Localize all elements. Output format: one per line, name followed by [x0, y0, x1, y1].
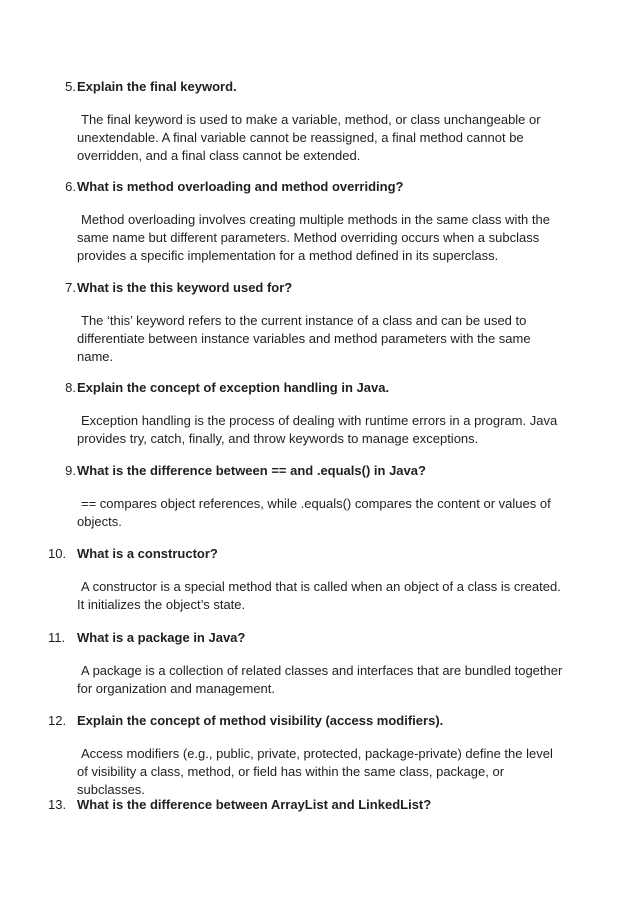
question-row — [0, 711, 638, 731]
answer-text: The final keyword is used to make a variable, method, or class unchangeable or unextendable. A final variable cannot be reassigned, a final method cannot be overridden, and a final class cannot be extended. — [77, 112, 541, 163]
question-number: 7. — [65, 280, 76, 295]
question-text: What is a package in Java? — [77, 630, 246, 645]
question-row — [0, 544, 638, 564]
answer-text: A constructor is a special method that is called when an object of a class is created. It initializes the object’s state. — [77, 579, 561, 612]
answer-text: Exception handling is the process of dealing with runtime errors in a program. Java provides try, catch, finally, and throw keywords to manage exceptions. — [77, 413, 558, 446]
answer-text: Access modifiers (e.g., public, private, protected, package-private) define the level of visibility a class, method, or field has within the same class, package, or subclasses. — [77, 746, 553, 797]
answer-text: A package is a collection of related classes and interfaces that are bundled together for organization and management. — [77, 663, 563, 696]
question-text: What is a constructor? — [77, 546, 218, 561]
question-number: 6. — [65, 179, 76, 194]
question-text: Explain the concept of method visibility (access modifiers). — [77, 713, 444, 728]
question-row — [0, 278, 638, 298]
question-number: 8. — [65, 380, 76, 395]
question-row — [0, 177, 638, 197]
question-row — [0, 378, 638, 398]
question-row — [0, 461, 638, 481]
question-number: 10. — [48, 546, 67, 561]
question-row — [0, 77, 638, 97]
answer-text: The ‘this’ keyword refers to the current instance of a class and can be used to differentiate between instance variables and method parameters with the same name. — [77, 313, 531, 364]
question-text: What is method overloading and method overriding? — [77, 179, 404, 194]
answer-text: == compares object references, while .equals() compares the content or values of objects. — [77, 496, 551, 529]
question-text: What is the this keyword used for? — [77, 280, 293, 295]
question-number: 12. — [48, 713, 67, 728]
question-text: What is the difference between == and .equals() in Java? — [77, 463, 426, 478]
question-number: 11. — [48, 630, 66, 645]
question-text: Explain the concept of exception handling in Java. — [77, 380, 390, 395]
answer-text: Method overloading involves creating multiple methods in the same class with the same name but different parameters. Method overriding occurs when a subclass provides a specific implementation for a method defined in its superclass. — [77, 212, 550, 263]
question-number: 13. — [48, 797, 67, 812]
question-text: What is the difference between ArrayList and LinkedList? — [77, 797, 432, 812]
question-number: 9. — [65, 463, 76, 478]
question-number: 5. — [65, 79, 76, 94]
question-row — [0, 795, 638, 815]
question-row — [0, 628, 638, 648]
question-text: Explain the final keyword. — [77, 79, 237, 94]
